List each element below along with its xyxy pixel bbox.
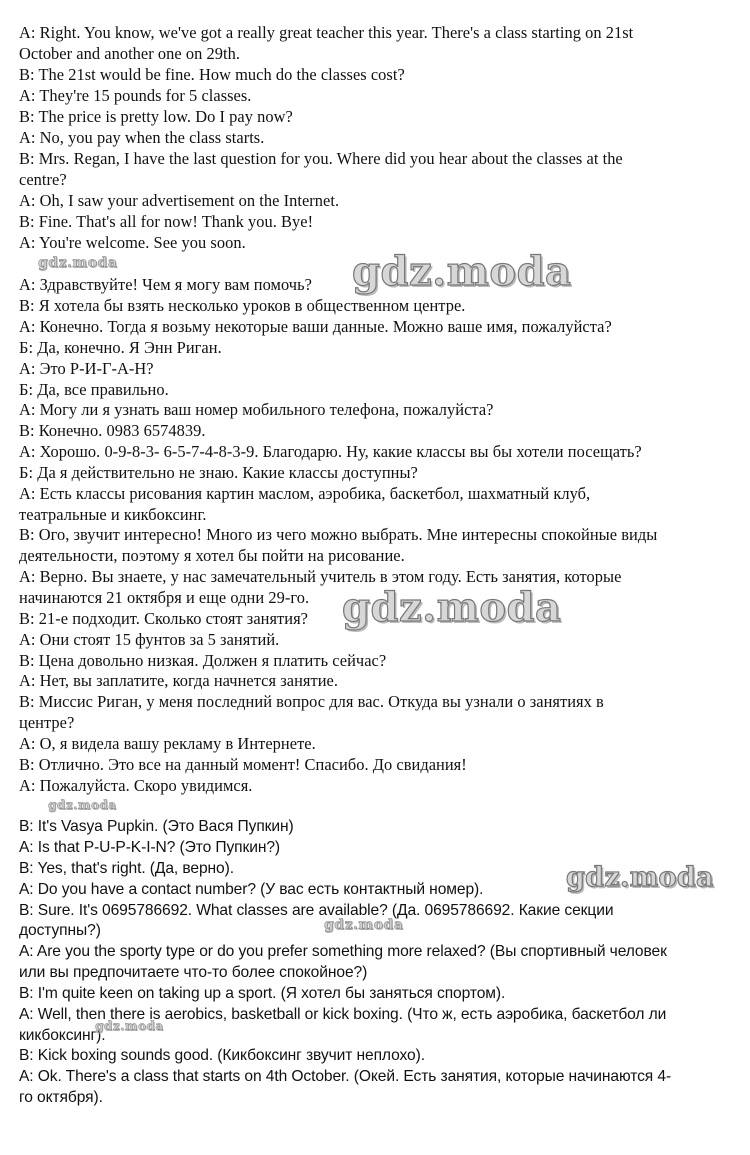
watermark-small: gdz.moda <box>324 917 404 933</box>
text-line: A: Нет, вы заплатите, когда начнется занятие. <box>19 671 338 690</box>
watermark-large: gdz.moda <box>352 248 572 295</box>
text-line: A: Well, then there is aerobics, basketball or kick boxing. (Что ж, есть аэробика, баскетбол ли <box>19 1006 667 1023</box>
text-line: театральные и кикбоксинг. <box>19 505 207 524</box>
text-line: A: Хорошо. 0-9-8-3- 6-5-7-4-8-3-9. Благодарю. Ну, какие классы вы бы хотели посещать? <box>19 442 642 461</box>
text-line: A: Are you the sporty type or do you prefer something more relaxed? (Вы спортивный человек <box>19 943 667 960</box>
text-line: или вы предпочитаете что-то более спокойное?) <box>19 964 368 981</box>
text-line: Б: Да, конечно. Я Энн Риган. <box>19 338 222 357</box>
watermark-large: gdz.moda <box>342 584 562 631</box>
text-line: Б: Да я действительно не знаю. Какие классы доступны? <box>19 463 418 482</box>
text-line: B: I'm quite keen on taking up a sport. (Я хотел бы заняться спортом). <box>19 985 506 1002</box>
text-line: B: Я хотела бы взять несколько уроков в общественном центре. <box>19 296 466 315</box>
text-line: го октября). <box>19 1089 103 1106</box>
text-line: B: Mrs. Regan, I have the last question for you. Where did you hear about the classes at the <box>19 149 623 168</box>
watermark-medium: gdz.moda <box>566 862 714 893</box>
text-line: A: Есть классы рисования картин маслом, аэробика, баскетбол, шахматный клуб, <box>19 484 591 503</box>
text-line: B: Отлично. Это все на данный момент! Спасибо. До свидания! <box>19 755 467 774</box>
text-line: Б: Да, все правильно. <box>19 380 169 399</box>
text-line: B: Sure. It's 0695786692. What classes are available? (Да. 0695786692. Какие секции <box>19 902 614 919</box>
text-line: A: No, you pay when the class starts. <box>19 128 265 147</box>
text-line: October and another one on 29th. <box>19 44 240 63</box>
text-line: B: Цена довольно низкая. Должен я платить сейчас? <box>19 651 387 670</box>
text-line: B: The 21st would be fine. How much do the classes cost? <box>19 65 405 84</box>
text-line: B: Миссис Риган, у меня последний вопрос для вас. Откуда вы узнали о занятиях в <box>19 692 604 711</box>
text-line: A: Конечно. Тогда я возьму некоторые ваши данные. Можно ваше имя, пожалуйста? <box>19 317 612 336</box>
text-line: A: Верно. Вы знаете, у нас замечательный учитель в этом году. Есть занятия, которые <box>19 567 622 586</box>
text-line: доступны?) <box>19 922 101 939</box>
text-line: B: The price is pretty low. Do I pay now? <box>19 107 293 126</box>
text-line: A: О, я видела вашу рекламу в Интернете. <box>19 734 316 753</box>
text-line: A: Пожалуйста. Скоро увидимся. <box>19 776 253 795</box>
watermark-small: gdz.moda <box>38 255 118 271</box>
text-line: деятельности, поэтому я хотел бы пойти на рисование. <box>19 546 405 565</box>
text-line: A: Ok. There's a class that starts on 4th October. (Окей. Есть занятия, которые начинаются 4- <box>19 1068 672 1085</box>
text-line: B: 21-е подходит. Сколько стоят занятия? <box>19 609 309 628</box>
text-line: A: Is that P-U-P-K-I-N? (Это Пупкин?) <box>19 839 281 856</box>
text-line: B: Конечно. 0983 6574839. <box>19 421 206 440</box>
text-line: B: Kick boxing sounds good. (Кикбоксинг звучит неплохо). <box>19 1047 425 1064</box>
text-line: A: Они стоят 15 фунтов за 5 занятий. <box>19 630 280 649</box>
text-line: centre? <box>19 170 67 189</box>
text-line: A: Могу ли я узнать ваш номер мобильного телефона, пожалуйста? <box>19 400 494 419</box>
text-line: A: Это Р-И-Г-А-Н? <box>19 359 154 378</box>
text-line: B: Fine. That's all for now! Thank you. Bye! <box>19 212 314 231</box>
text-line: B: Yes, that's right. (Да, верно). <box>19 860 234 877</box>
text-line: A: Right. You know, we've got a really great teacher this year. There's a class starting on 21st <box>19 23 634 42</box>
text-line: B: Ого, звучит интересно! Много из чего можно выбрать. Мне интересны спокойные виды <box>19 525 658 544</box>
text-line: A: Do you have a contact number? (У вас есть контактный номер). <box>19 881 484 898</box>
text-line: A: Здравствуйте! Чем я могу вам помочь? <box>19 275 312 294</box>
text-line: A: You're welcome. See you soon. <box>19 233 246 252</box>
watermark-tiny: gdz.moda <box>95 1019 164 1033</box>
text-line: центре? <box>19 713 75 732</box>
text-line: A: Oh, I saw your advertisement on the Internet. <box>19 191 340 210</box>
text-line: начинаются 21 октября и еще одни 29-го. <box>19 588 310 607</box>
text-line: кикбоксинг). <box>19 1027 106 1044</box>
text-line: B: It's Vasya Pupkin. (Это Вася Пупкин) <box>19 818 294 835</box>
watermark-tiny: gdz.moda <box>48 798 117 812</box>
text-line: A: They're 15 pounds for 5 classes. <box>19 86 252 105</box>
